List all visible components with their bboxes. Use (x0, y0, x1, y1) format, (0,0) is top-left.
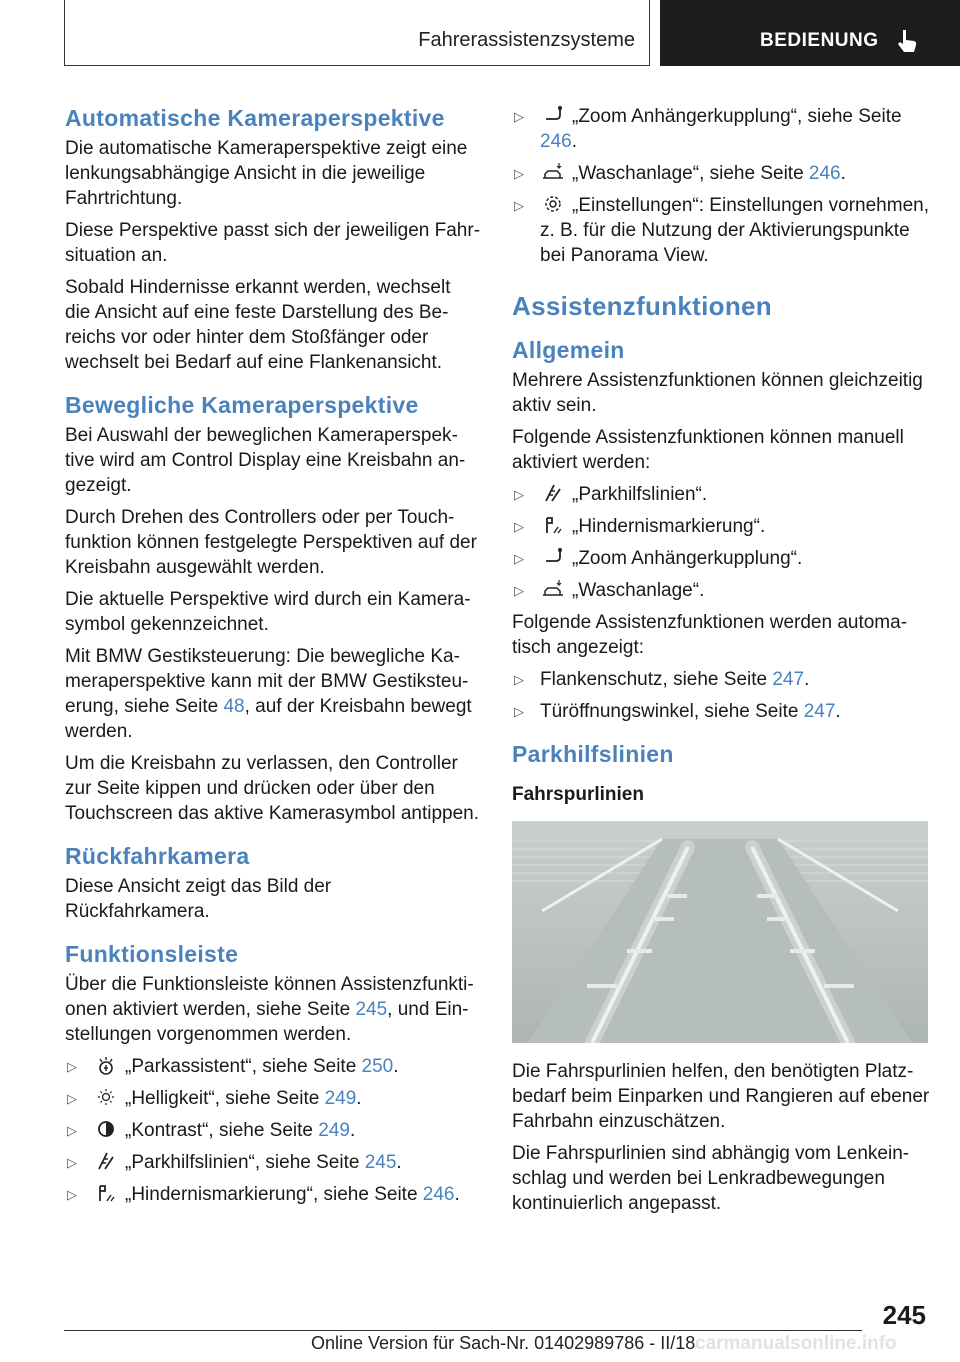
list-item: ▷ „Hindernismarkierung“, siehe Seite 246. (67, 1184, 460, 1205)
page-link[interactable]: 245 (355, 999, 388, 1020)
function-bar-list-continued (512, 104, 930, 268)
paragraph: Um die Kreisbahn zu verlassen, den Controller zur Seite kippen und drücken oder über den Touchscreen das aktive Kamerasymbol antippen. (65, 753, 480, 824)
list-item: ▷ Türöffnungswinkel, siehe Seite 247. (514, 701, 841, 722)
list-item: ▷ „Hindernismarkierung“. (514, 516, 766, 537)
triangle-bullet-icon: ▷ (67, 1123, 77, 1138)
triangle-bullet-icon: ▷ (514, 109, 524, 124)
page-link[interactable]: 249 (318, 1120, 350, 1141)
list-item: ▷ „Waschanlage“. (514, 580, 705, 601)
heading-movable-camera-perspective: Bewegliche Kameraperspektive (65, 392, 419, 418)
heading-automatic-camera-perspective: Automatische Kameraperspektive (65, 105, 445, 131)
manual-functions-list (512, 482, 930, 603)
list-item: ▷ „Parkassistent“, siehe Seite 250. (67, 1056, 399, 1077)
heading-lane-lines: Fahrspurlinien (512, 784, 644, 805)
header-section-box (64, 0, 650, 66)
triangle-bullet-icon: ▷ (514, 551, 524, 566)
paragraph: Diese Perspektive passt sich der jeweiligen Fahrsituation an. (65, 220, 481, 266)
left-column (65, 104, 480, 1214)
paragraph: Die aktuelle Perspektive wird durch ein Kamerasymbol gekennzeichnet. (65, 589, 471, 635)
list-item: ▷ „Waschanlage“, siehe Seite 246. (514, 163, 846, 184)
heading-rear-camera: Rückfahrkamera (65, 843, 250, 869)
heading-general: Allgemein (512, 337, 625, 363)
settings-gear-icon (540, 194, 566, 214)
triangle-bullet-icon: ▷ (514, 672, 524, 687)
contrast-icon (93, 1119, 119, 1139)
paragraph: Mit BMW Gestiksteuerung: Die bewegliche Kameraperspektive kann mit der BMW Gestiksteuerung, siehe Seite 48, auf der Kreisbahn bewegt werden. (65, 646, 472, 742)
trailer-hitch-icon (540, 547, 566, 567)
page-link[interactable]: 247 (803, 701, 836, 722)
list-item: ▷ „Zoom Anhängerkupplung“. (514, 548, 803, 569)
car-wash-icon (540, 579, 566, 599)
paragraph: Die Fahrspurlinien sind abhängig vom Lenkeinschlag und werden bei Lenkradbewegungen kontinuierlich angepasst. (512, 1143, 910, 1214)
lane-lines-illustration (512, 821, 928, 1043)
triangle-bullet-icon: ▷ (67, 1091, 77, 1106)
paragraph: Folgende Assistenzfunktionen können manuell aktiviert werden: (512, 427, 904, 473)
header-section-title: Fahrerassistenzsysteme (418, 29, 635, 51)
page-link[interactable]: 250 (361, 1056, 394, 1077)
list-item: ▷ „Parkhilfslinien“, siehe Seite 245. (67, 1152, 402, 1173)
paragraph: Durch Drehen des Controllers oder per Touchfunktion können festgelegte Perspektiven auf der Kreisbahn ausgewählt werden. (65, 507, 477, 578)
page-link[interactable]: 246 (540, 131, 572, 152)
page-link[interactable]: 247 (772, 669, 805, 690)
trailer-hitch-icon (540, 105, 566, 125)
right-column (512, 104, 930, 1223)
triangle-bullet-icon: ▷ (67, 1059, 77, 1074)
obstacle-marking-icon (93, 1183, 119, 1203)
page-link[interactable]: 245 (364, 1152, 397, 1173)
paragraph: Sobald Hindernisse erkannt werden, wechselt die Ansicht auf eine feste Darstellung des Bereichs vor oder hinter dem Stoßfänger oder wechselt bei Bedarf auf eine Flankenansicht. (65, 277, 451, 373)
triangle-bullet-icon: ▷ (67, 1187, 77, 1202)
paragraph: Die automatische Kameraperspektive zeigt eine lenkungsabhängige Ansicht in die jeweilige Fahrtrichtung. (65, 138, 468, 209)
triangle-bullet-icon: ▷ (514, 583, 524, 598)
triangle-bullet-icon: ▷ (514, 166, 524, 181)
paragraph: Diese Ansicht zeigt das Bild der Rückfahrkamera. (65, 876, 332, 922)
paragraph: Folgende Assistenzfunktionen werden automatisch angezeigt: (512, 612, 908, 658)
triangle-bullet-icon: ▷ (514, 198, 524, 213)
parking-lines-icon (93, 1151, 119, 1171)
heading-parking-lines: Parkhilfslinien (512, 741, 674, 767)
heading-function-bar: Funktionsleiste (65, 941, 239, 967)
paragraph: Die Fahrspurlinien helfen, den benötigten Platzbedarf beim Einparken und Rangieren auf ebener Fahrbahn einzuschätzen. (512, 1061, 930, 1132)
triangle-bullet-icon: ▷ (514, 519, 524, 534)
function-bar-list (65, 1054, 480, 1207)
car-wash-icon (540, 162, 566, 182)
list-item: ▷ „Kontrast“, siehe Seite 249. (67, 1120, 356, 1141)
triangle-bullet-icon: ▷ (67, 1155, 77, 1170)
page-link[interactable]: 246 (422, 1184, 455, 1205)
automatic-functions-list (512, 667, 930, 724)
page-link[interactable]: 246 (808, 163, 841, 184)
triangle-bullet-icon: ▷ (514, 704, 524, 719)
header-tab-label: BEDIENUNG (760, 30, 879, 51)
header-tab (660, 0, 960, 66)
brightness-icon (93, 1087, 119, 1107)
page-link[interactable]: 249 (324, 1088, 357, 1109)
list-item: ▷ Flankenschutz, siehe Seite 247. (514, 669, 810, 690)
page-link[interactable]: 48 (223, 696, 245, 717)
paragraph: Über die Funktionsleiste können Assistenzfunktionen aktiviert werden, siehe Seite 245, und Einstellungen vorgenommen werden. (65, 974, 474, 1045)
triangle-bullet-icon: ▷ (514, 487, 524, 502)
paragraph: Mehrere Assistenzfunktionen können gleichzeitig aktiv sein. (512, 370, 923, 416)
obstacle-marking-icon (540, 515, 566, 535)
touch-hand-icon (896, 28, 918, 54)
heading-assist-functions: Assistenzfunktionen (512, 291, 772, 321)
paragraph: Bei Auswahl der beweglichen Kameraperspektive wird am Control Display eine Kreisbahn angezeigt. (65, 425, 466, 496)
list-item: ▷ „Zoom Anhängerkupplung“, siehe Seite 246. (514, 106, 902, 152)
footer-text: Online Version für Sach-Nr. 01402989786 - II/18 (311, 1333, 696, 1353)
parking-lines-icon (540, 483, 566, 503)
list-item: ▷ „Parkhilfslinien“. (514, 484, 708, 505)
list-item: ▷ „Helligkeit“, siehe Seite 249. (67, 1088, 362, 1109)
footer-divider (64, 1330, 862, 1331)
page-number: 245 (882, 1300, 926, 1330)
parking-assistant-icon (93, 1055, 119, 1075)
watermark: carmanualsonline.info (695, 1333, 897, 1354)
list-item: ▷ „Einstellungen“: Einstellungen vornehmen, z. B. für die Nutzung der Aktivierungspunkte bei Panorama View. (514, 195, 929, 266)
